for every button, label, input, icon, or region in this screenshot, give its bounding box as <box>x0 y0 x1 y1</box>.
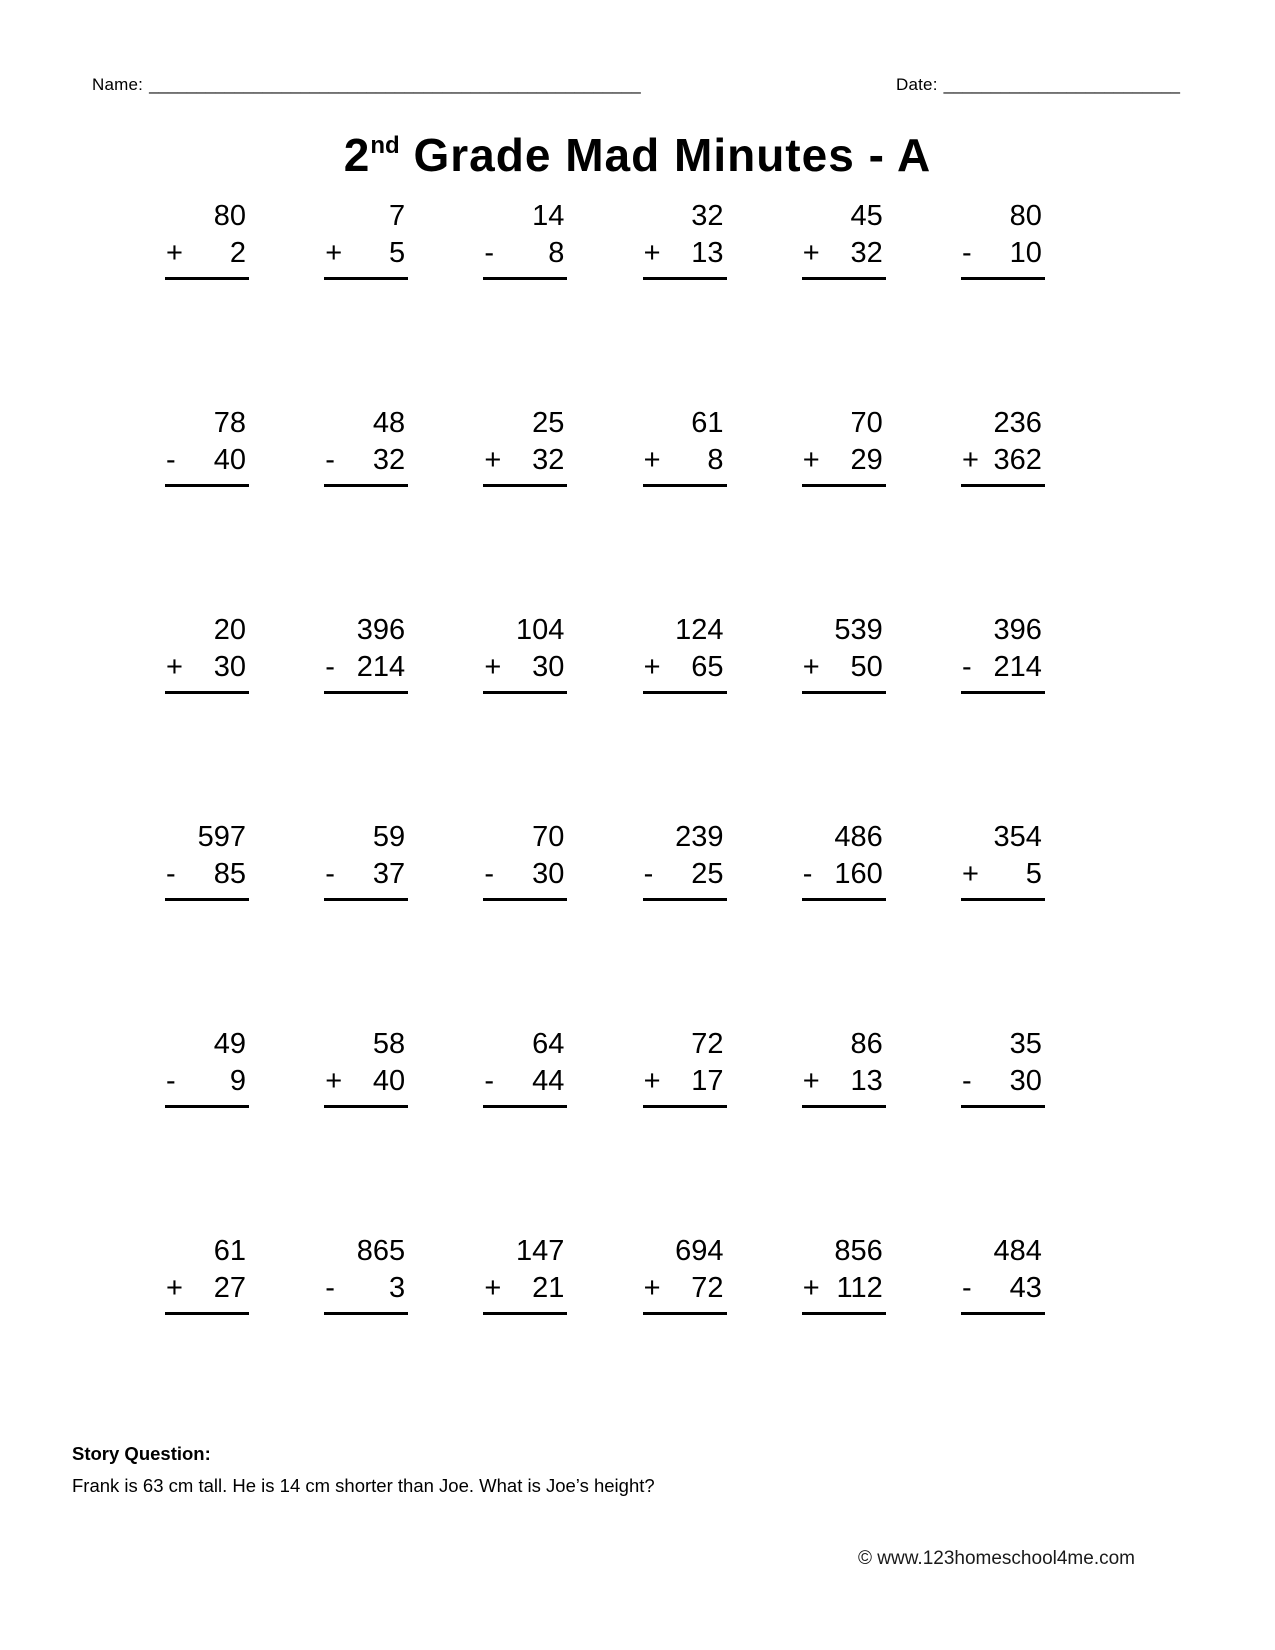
bottom-operand-row <box>324 649 408 694</box>
bottom-operand: 30 <box>532 858 565 890</box>
bottom-operand: 40 <box>372 1065 406 1097</box>
bottom-operand: 30 <box>1009 1065 1042 1097</box>
bottom-operand-row <box>165 1270 249 1315</box>
bottom-operand-row <box>802 649 886 694</box>
top-operand: 70 <box>532 821 565 853</box>
bottom-operand: 85 <box>213 858 246 890</box>
top-operand: 49 <box>213 1028 246 1060</box>
math-problem <box>483 1233 567 1315</box>
math-problem <box>961 612 1045 694</box>
top-operand: 694 <box>675 1235 724 1267</box>
math-problem <box>643 198 727 280</box>
bottom-operand: 5 <box>389 237 406 269</box>
operator-sign: + <box>802 237 820 269</box>
operator-sign: + <box>802 444 820 476</box>
top-operand: 61 <box>213 1235 246 1267</box>
math-problem <box>324 198 408 280</box>
name-label: Name: <box>92 75 144 94</box>
bottom-operand-row <box>802 442 886 487</box>
bottom-operand-row <box>483 442 567 487</box>
operator-sign: + <box>325 237 343 269</box>
operator-sign: + <box>643 1065 661 1097</box>
bottom-operand: 214 <box>993 651 1042 683</box>
math-problem <box>961 1026 1045 1108</box>
operator-sign: + <box>802 1272 820 1304</box>
math-problem <box>165 819 249 901</box>
page-title <box>0 118 1275 183</box>
bottom-operand-row <box>802 235 886 280</box>
title-grade-number: 2 <box>343 129 371 181</box>
bottom-operand: 25 <box>691 858 724 890</box>
math-problem <box>483 819 567 901</box>
problems-grid <box>165 198 1045 1440</box>
top-operand: 856 <box>834 1235 883 1267</box>
math-problem <box>324 819 408 901</box>
math-problem <box>643 1233 727 1315</box>
operator-sign: - <box>961 237 972 269</box>
operator-sign: + <box>961 858 979 890</box>
problems-row <box>165 198 1045 405</box>
operator-sign: - <box>961 1272 972 1304</box>
copyright-footer: © www.123homeschool4me.com <box>858 1548 1135 1569</box>
operator-sign: - <box>166 1065 176 1097</box>
bottom-operand-row <box>961 235 1045 280</box>
top-operand: 124 <box>675 614 724 646</box>
bottom-operand-row <box>643 856 727 901</box>
operator-sign: - <box>961 1065 972 1097</box>
top-operand: 64 <box>532 1028 565 1060</box>
bottom-operand-row <box>165 442 249 487</box>
math-problem <box>324 1233 408 1315</box>
operator-sign: - <box>166 444 176 476</box>
bottom-operand: 32 <box>372 444 406 476</box>
bottom-operand-row <box>483 649 567 694</box>
top-operand: 865 <box>356 1235 406 1267</box>
bottom-operand-row <box>324 442 408 487</box>
worksheet-header <box>92 74 1180 96</box>
bottom-operand-row <box>324 1270 408 1315</box>
bottom-operand-row <box>483 1270 567 1315</box>
top-operand: 239 <box>675 821 724 853</box>
bottom-operand-row <box>643 235 727 280</box>
bottom-operand: 43 <box>1009 1272 1042 1304</box>
bottom-operand-row <box>324 856 408 901</box>
operator-sign: - <box>325 1272 335 1304</box>
top-operand: 45 <box>850 200 883 232</box>
operator-sign: + <box>802 651 820 683</box>
top-operand: 78 <box>213 407 246 439</box>
story-question-label: Story Question: <box>72 1443 211 1464</box>
operator-sign: + <box>166 237 183 269</box>
math-problem <box>165 1233 249 1315</box>
bottom-operand: 2 <box>229 237 246 269</box>
operator-sign: - <box>166 858 176 890</box>
top-operand: 72 <box>691 1028 724 1060</box>
math-problem <box>324 405 408 487</box>
operator-sign: + <box>484 651 502 683</box>
date-label: Date: <box>895 75 938 94</box>
bottom-operand: 21 <box>532 1272 565 1304</box>
math-problem <box>802 612 886 694</box>
bottom-operand: 362 <box>993 444 1042 476</box>
top-operand: 58 <box>372 1028 406 1060</box>
bottom-operand: 29 <box>850 444 883 476</box>
operator-sign: + <box>643 444 661 476</box>
top-operand: 61 <box>691 407 724 439</box>
top-operand: 20 <box>213 614 246 646</box>
bottom-operand: 17 <box>691 1065 724 1097</box>
top-operand: 25 <box>532 407 565 439</box>
bottom-operand-row <box>165 649 249 694</box>
operator-sign: + <box>643 1272 661 1304</box>
math-problem <box>483 405 567 487</box>
title-ordinal-suffix: nd <box>370 132 400 159</box>
bottom-operand: 40 <box>213 444 246 476</box>
problems-row <box>165 405 1045 612</box>
top-operand: 48 <box>372 407 406 439</box>
problems-row <box>165 612 1045 819</box>
operator-sign: - <box>325 444 335 476</box>
operator-sign: + <box>802 1065 820 1097</box>
math-problem <box>165 612 249 694</box>
problems-row <box>165 819 1045 1026</box>
bottom-operand-row <box>802 1270 886 1315</box>
bottom-operand: 160 <box>834 858 883 890</box>
bottom-operand: 9 <box>229 1065 246 1097</box>
operator-sign: - <box>325 858 335 890</box>
bottom-operand: 32 <box>850 237 883 269</box>
bottom-operand-row <box>961 1270 1045 1315</box>
bottom-operand-row <box>802 856 886 901</box>
bottom-operand: 13 <box>691 237 724 269</box>
title-text: Grade Mad Minutes - A <box>399 129 932 181</box>
bottom-operand: 112 <box>836 1272 883 1304</box>
bottom-operand-row <box>483 856 567 901</box>
bottom-operand: 10 <box>1009 237 1042 269</box>
operator-sign: + <box>484 444 502 476</box>
bottom-operand-row <box>961 649 1045 694</box>
bottom-operand-row <box>165 1063 249 1108</box>
bottom-operand: 50 <box>850 651 883 683</box>
math-problem <box>324 612 408 694</box>
math-problem <box>165 405 249 487</box>
math-problem <box>643 1026 727 1108</box>
top-operand: 80 <box>1009 200 1042 232</box>
bottom-operand: 32 <box>532 444 565 476</box>
bottom-operand-row <box>643 1270 727 1315</box>
bottom-operand-row <box>643 442 727 487</box>
bottom-operand: 30 <box>532 651 565 683</box>
math-problem <box>961 1233 1045 1315</box>
operator-sign: + <box>166 651 183 683</box>
math-problem <box>483 198 567 280</box>
date-field <box>896 74 1180 96</box>
math-problem <box>802 1233 886 1315</box>
top-operand: 7 <box>389 200 406 232</box>
math-problem <box>961 198 1045 280</box>
bottom-operand-row <box>165 856 249 901</box>
top-operand: 484 <box>993 1235 1042 1267</box>
math-problem <box>643 612 727 694</box>
top-operand: 59 <box>372 821 406 853</box>
top-operand: 32 <box>691 200 724 232</box>
bottom-operand: 13 <box>850 1065 883 1097</box>
top-operand: 35 <box>1009 1028 1042 1060</box>
name-field <box>92 74 641 96</box>
operator-sign: + <box>166 1272 183 1304</box>
operator-sign: - <box>484 1065 495 1097</box>
math-problem <box>483 1026 567 1108</box>
math-problem <box>802 1026 886 1108</box>
operator-sign: + <box>643 237 661 269</box>
math-problem <box>961 405 1045 487</box>
top-operand: 80 <box>213 200 246 232</box>
math-problem <box>165 198 249 280</box>
bottom-operand: 44 <box>532 1065 565 1097</box>
math-problem <box>643 819 727 901</box>
top-operand: 354 <box>993 821 1042 853</box>
bottom-operand-row <box>483 235 567 280</box>
operator-sign: - <box>484 237 495 269</box>
math-problem <box>483 612 567 694</box>
top-operand: 396 <box>993 614 1042 646</box>
bottom-operand: 8 <box>707 444 724 476</box>
top-operand: 14 <box>532 200 565 232</box>
math-problem <box>961 819 1045 901</box>
operator-sign: - <box>643 858 654 890</box>
top-operand: 539 <box>834 614 883 646</box>
math-problem <box>643 405 727 487</box>
top-operand: 147 <box>515 1235 565 1267</box>
operator-sign: + <box>325 1065 343 1097</box>
name-blank-line[interactable]: ____________________________________________________ <box>149 75 641 94</box>
bottom-operand: 72 <box>691 1272 724 1304</box>
bottom-operand-row <box>961 1063 1045 1108</box>
math-problem <box>802 405 886 487</box>
top-operand: 236 <box>993 407 1042 439</box>
math-problem <box>802 819 886 901</box>
story-question <box>72 1438 1185 1502</box>
bottom-operand-row <box>961 856 1045 901</box>
bottom-operand: 3 <box>389 1272 406 1304</box>
bottom-operand-row <box>643 649 727 694</box>
bottom-operand-row <box>324 1063 408 1108</box>
bottom-operand: 37 <box>372 858 406 890</box>
bottom-operand: 5 <box>1025 858 1042 890</box>
operator-sign: + <box>643 651 661 683</box>
math-problem <box>165 1026 249 1108</box>
bottom-operand: 30 <box>213 651 246 683</box>
problems-row <box>165 1026 1045 1233</box>
bottom-operand: 65 <box>691 651 724 683</box>
operator-sign: + <box>484 1272 502 1304</box>
operator-sign: - <box>802 858 813 890</box>
math-problem <box>324 1026 408 1108</box>
bottom-operand-row <box>165 235 249 280</box>
math-problem <box>802 198 886 280</box>
top-operand: 104 <box>515 614 565 646</box>
operator-sign: - <box>325 651 335 683</box>
problems-row <box>165 1233 1045 1440</box>
story-question-text: Frank is 63 cm tall. He is 14 cm shorter than Joe. What is Joe’s height? <box>72 1475 655 1496</box>
top-operand: 86 <box>850 1028 883 1060</box>
bottom-operand: 8 <box>548 237 565 269</box>
operator-sign: - <box>484 858 495 890</box>
top-operand: 396 <box>356 614 406 646</box>
bottom-operand: 27 <box>213 1272 246 1304</box>
bottom-operand-row <box>324 235 408 280</box>
bottom-operand-row <box>961 442 1045 487</box>
top-operand: 486 <box>834 821 883 853</box>
bottom-operand-row <box>802 1063 886 1108</box>
bottom-operand-row <box>643 1063 727 1108</box>
bottom-operand: 214 <box>356 651 406 683</box>
top-operand: 70 <box>850 407 883 439</box>
operator-sign: + <box>961 444 979 476</box>
bottom-operand-row <box>483 1063 567 1108</box>
date-blank-line[interactable]: _________________________ <box>943 75 1180 94</box>
operator-sign: - <box>961 651 972 683</box>
top-operand: 597 <box>197 821 246 853</box>
